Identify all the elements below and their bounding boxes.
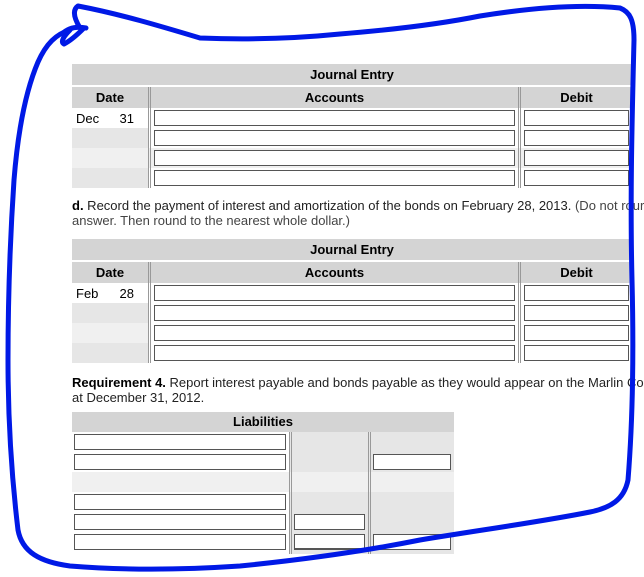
account-input[interactable] xyxy=(154,325,515,341)
part-d-hint-line2: answer. Then round to the nearest whole dollar.) xyxy=(72,213,350,228)
entry-month: Feb xyxy=(76,285,99,301)
liability-label-input[interactable] xyxy=(74,534,286,550)
scribble-hook xyxy=(62,27,86,34)
liability-total-input[interactable] xyxy=(373,454,451,470)
liability-amount-input[interactable] xyxy=(294,514,365,530)
requirement-4-text: Report interest payable and bonds payable as they would appear on the Marlin Co xyxy=(165,375,644,390)
liability-total-input[interactable] xyxy=(373,534,451,550)
debit-input[interactable] xyxy=(524,110,629,126)
account-input[interactable] xyxy=(154,110,515,126)
part-d-label: d. xyxy=(72,198,84,213)
account-input[interactable] xyxy=(154,130,515,146)
debit-header: Debit xyxy=(518,262,632,283)
date-header: Date xyxy=(72,262,148,283)
journal-entry-title: Journal Entry xyxy=(72,64,632,87)
accounts-header: Accounts xyxy=(148,262,518,283)
requirement-4-text-line2: at December 31, 2012. xyxy=(72,390,205,405)
debit-input[interactable] xyxy=(524,345,629,361)
liability-label-input[interactable] xyxy=(74,434,286,450)
entry-month: Dec xyxy=(76,110,100,126)
date-header: Date xyxy=(72,87,148,108)
debit-input[interactable] xyxy=(524,170,629,186)
part-d-hint: (Do not rour xyxy=(571,198,644,213)
journal-entry-table-1 xyxy=(72,64,593,188)
liability-label-input[interactable] xyxy=(74,454,286,470)
debit-input[interactable] xyxy=(524,150,629,166)
journal-entry-title: Journal Entry xyxy=(72,239,632,262)
liabilities-table xyxy=(72,412,454,554)
account-input[interactable] xyxy=(154,345,515,361)
journal-entry-table-2 xyxy=(72,239,593,363)
part-d-text: Record the payment of interest and amortization of the bonds on February 28, 2013. xyxy=(83,198,572,213)
liabilities-title: Liabilities xyxy=(72,412,454,432)
accounts-header: Accounts xyxy=(148,87,518,108)
debit-input[interactable] xyxy=(524,285,629,301)
part-d-instructions xyxy=(72,198,644,228)
entry-day: 31 xyxy=(119,110,134,126)
requirement-4-instructions xyxy=(72,375,644,405)
entry-date xyxy=(72,108,148,128)
debit-input[interactable] xyxy=(524,130,629,146)
entry-day: 28 xyxy=(119,285,134,301)
account-input[interactable] xyxy=(154,170,515,186)
account-input[interactable] xyxy=(154,305,515,321)
debit-input[interactable] xyxy=(524,325,629,341)
requirement-4-label: Requirement 4. xyxy=(72,375,166,390)
liability-amount-input[interactable] xyxy=(294,534,365,550)
account-input[interactable] xyxy=(154,285,515,301)
entry-date xyxy=(72,283,148,303)
liability-label-input[interactable] xyxy=(74,494,286,510)
liability-label-input[interactable] xyxy=(74,514,286,530)
debit-input[interactable] xyxy=(524,305,629,321)
debit-header: Debit xyxy=(518,87,632,108)
account-input[interactable] xyxy=(154,150,515,166)
